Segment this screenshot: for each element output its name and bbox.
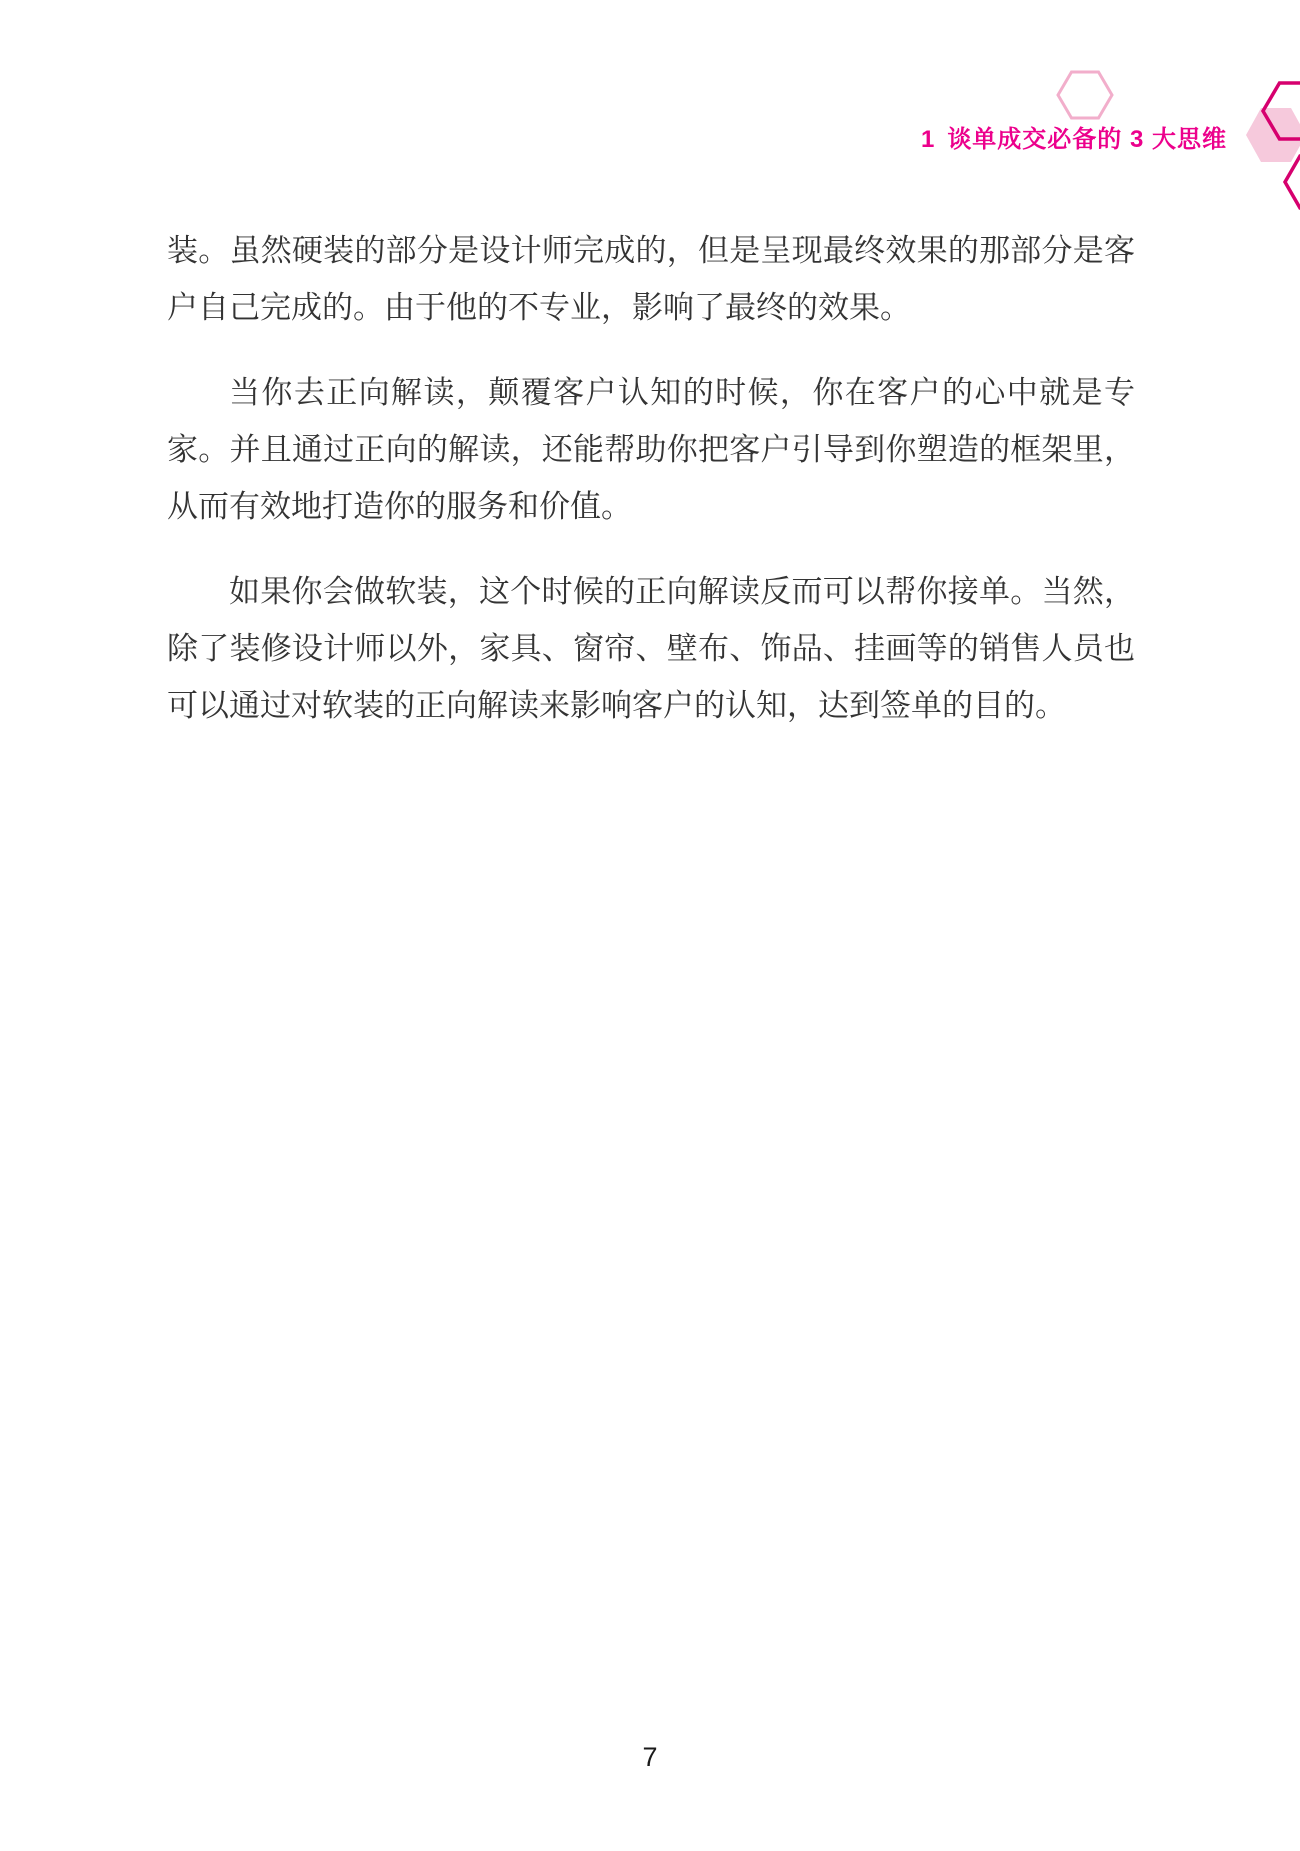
hexagon-outline-light-icon [1058,72,1112,118]
running-head [921,119,1227,154]
body-paragraph: 装。虽然硬装的部分是设计师完成的，但是呈现最终效果的那部分是客户自己完成的。由于他的不专业，影响了最终的效果。 [167,233,1135,325]
body-paragraph: 当你去正向解读，颠覆客户认知的时候，你在客户的心中就是专家。并且通过正向的解读，还能帮助你把客户引导到你塑造的框架里，从而有效地打造你的服务和价值。 [167,375,1135,524]
page-number: 7 [642,1742,658,1772]
hexagon-outline-corner-icon [1285,156,1300,208]
body-text-block [167,222,1135,762]
chapter-number: 1 [920,126,936,153]
hexagon-filled-icon [1246,108,1300,162]
body-paragraph: 如果你会做软装，这个时候的正向解读反而可以帮你接单。当然，除了装修设计师以外，家具、窗帘、壁布、饰品、挂画等的销售人员也可以通过对软装的正向解读来影响客户的认知，达到签单的目的。 [167,574,1135,723]
chapter-title: 谈单成交必备的 3 大思维 [947,126,1227,153]
